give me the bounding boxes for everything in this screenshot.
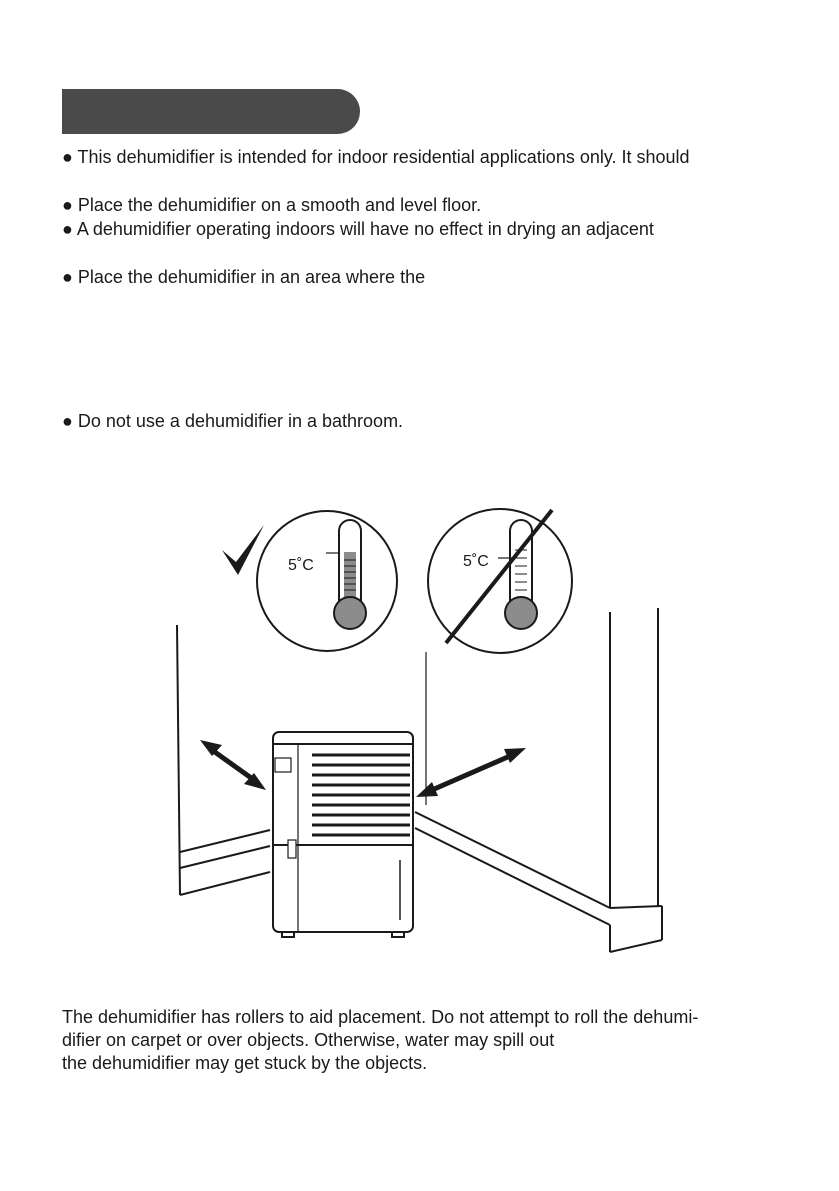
bad-temp-label: 5˚C xyxy=(463,553,489,570)
paragraph-line: difier on carpet or over objects. Otherwise, water may spill out xyxy=(62,1030,555,1050)
bullet-level-floor: ● Place the dehumidifier on a smooth and level floor. xyxy=(62,195,482,215)
dehumidifier-icon xyxy=(273,732,413,937)
paragraph-line: The dehumidifier has rollers to aid placement. Do not attempt to roll the dehumi- xyxy=(62,1007,699,1027)
clearance-arrow-left-icon xyxy=(200,740,266,790)
bullet-adjacent-area: ● A dehumidifier operating indoors will have no effect in drying an adjacent xyxy=(62,219,654,239)
paragraph-line: the dehumidifier may get stuck by the objects. xyxy=(62,1053,428,1073)
rollers-paragraph xyxy=(62,1006,782,1075)
thermometer-bad-icon xyxy=(428,509,572,653)
thermometer-ok-icon xyxy=(257,511,397,651)
bullet-indoor-use: ● This dehumidifier is intended for indoor residential applications only. It should xyxy=(62,147,690,167)
bullet-placement-area: ● Place the dehumidifier in an area where the xyxy=(62,267,426,287)
clearance-arrow-right-icon xyxy=(416,748,526,797)
section-header-bar xyxy=(62,89,360,134)
ok-temp-label: 5˚C xyxy=(288,557,314,574)
placement-illustration xyxy=(170,500,670,960)
bullet-no-bathroom: ● Do not use a dehumidifier in a bathroom. xyxy=(62,411,404,431)
